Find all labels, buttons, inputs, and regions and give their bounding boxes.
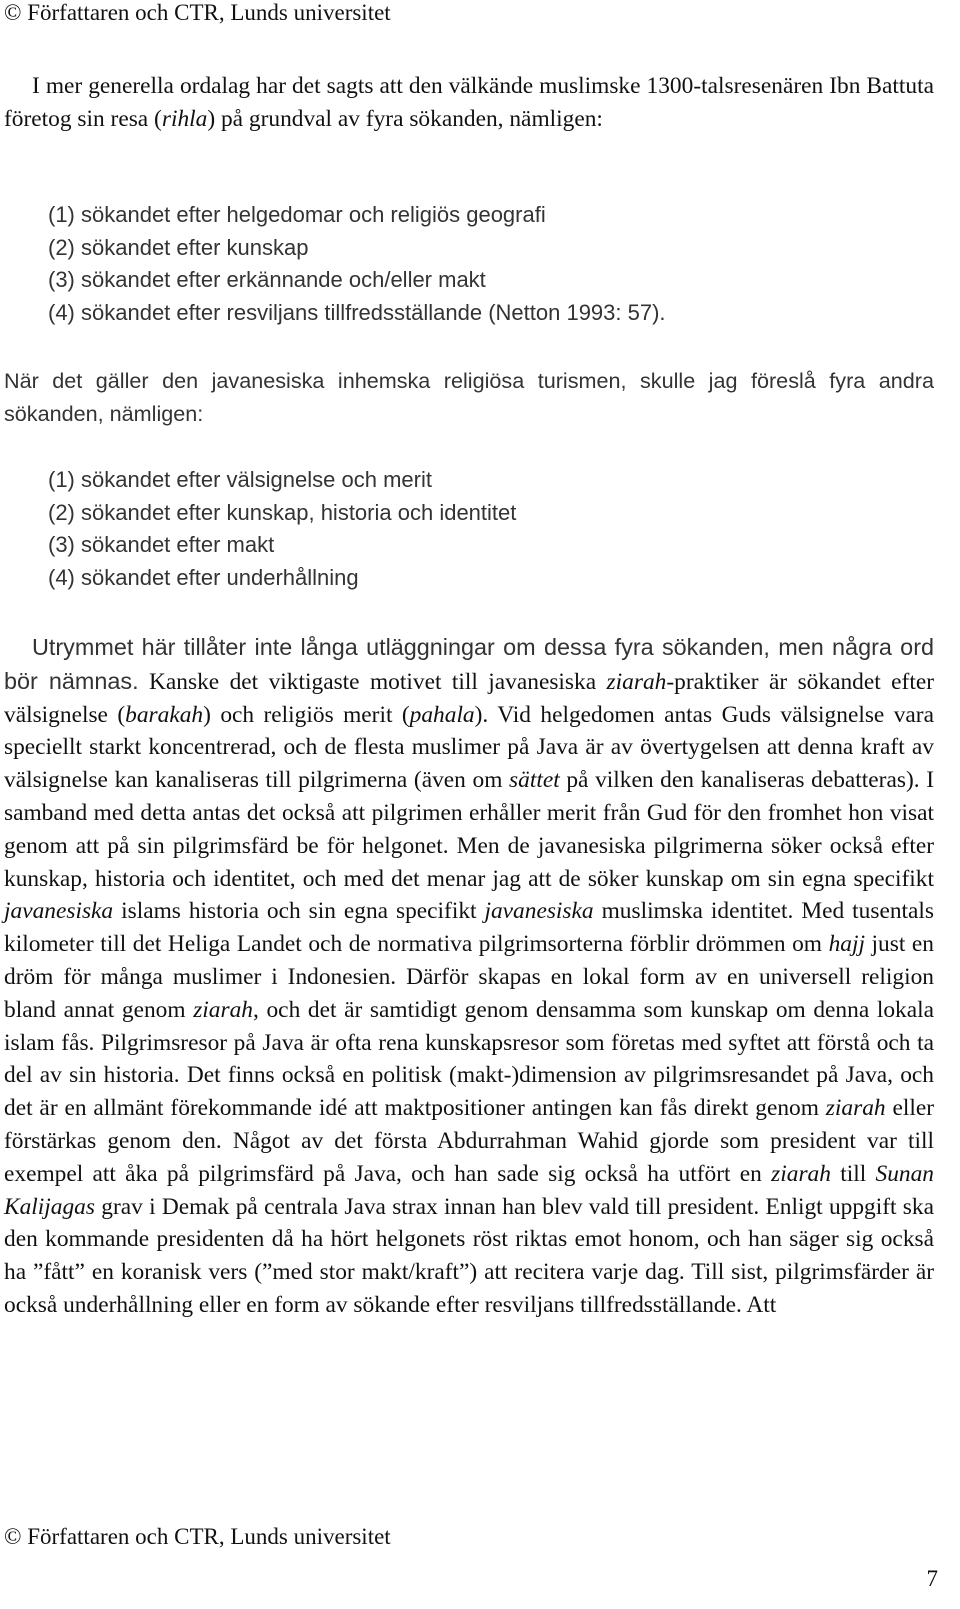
intro-italic-rihla: rihla xyxy=(161,105,208,132)
main-text: Kanske det viktigaste motivet till javanesiska xyxy=(138,668,607,695)
battuta-quest-list xyxy=(48,199,666,329)
main-text: just en dröm för många muslimer i Indonesien. Därför skapas en lokal form av en universell religion bland annat genom xyxy=(4,931,934,1023)
list-item: (4) sökandet efter resviljans tillfredsställande (Netton 1993: 57). xyxy=(48,299,666,325)
page-header: © Författaren och CTR, Lunds universitet xyxy=(4,0,391,25)
main-text: eller förstärkas genom den. Något av det första Abdurrahman Wahid gjorde som president var till exempel att åka på pilgrimsfärd på Java, och han sade sig också ha utfört en xyxy=(4,1095,935,1187)
main-italic: javanesiska xyxy=(484,898,594,925)
intro-text-a: I mer generella ordalag har det sagts att den välkände muslimske 1300-talsresenären Ibn Battuta företog sin resa ( xyxy=(4,73,934,132)
list-item: (3) sökandet efter erkännande och/eller makt xyxy=(48,267,486,293)
main-text: muslimska identitet. Med tusentals kilometer till det Heliga Landet och de normativa pilgrimsorterna förblir drömmen om xyxy=(4,898,935,958)
list-item: (2) sökandet efter kunskap, historia och identitet xyxy=(48,499,517,525)
main-text: , och det är samtidigt genom densamma som kunskap om denna lokala islam fås. Pilgrimsresor på Java är ofta rena kunskapsresor som företas med syftet att förstå och ta del av sin historia. Det finns också en politisk (makt-)dimension av pilgrimsresandet på Java, och det är en allmänt förekommande idé att maktpositioner antingen kan fås direkt genom xyxy=(4,996,934,1122)
intro-paragraph xyxy=(4,70,934,136)
page-footer: © Författaren och CTR, Lunds universitet xyxy=(4,1524,391,1549)
main-italic: pahala xyxy=(409,701,475,728)
main-italic: sättet xyxy=(509,767,560,794)
main-text: grav i Demak på centrala Java strax innan han blev vald till president. Enligt uppgift ska den kommande presidenten då ha hört helgonets röst riktas emot honom, och han säger sig också ha ”fått” en koranisk vers (”med stor makt/kraft”) att recitera varje dag. Till sist, pilgrimsfärder är också underhållning eller en form av sökande efter resviljans tillfredsställande. Att xyxy=(4,1193,934,1318)
list-item: (4) sökandet efter underhållning xyxy=(48,564,359,590)
main-text: Utrymmet här tillåter inte långa utläggningar om dessa fyra sökanden, men några ord bör nämnas. xyxy=(4,634,934,694)
main-text: ) och religiös merit ( xyxy=(203,701,410,728)
main-italic: javanesiska xyxy=(4,898,114,925)
main-italic: ziarah xyxy=(606,668,667,695)
page-number: 7 xyxy=(926,1566,938,1591)
list-item: (3) sökandet efter makt xyxy=(48,532,275,558)
intro-text-b: ) på grundval av fyra sökanden, nämligen: xyxy=(207,105,603,132)
main-italic: ziarah xyxy=(825,1095,886,1122)
main-italic: Sunan Kalijagas xyxy=(4,1160,934,1220)
main-italic: barakah xyxy=(125,701,204,728)
main-text: ). Vid helgedomen antas Guds välsignelse vara speciellt starkt koncentrerad, och de flesta muslimer på Java är av övertygelsen att denna kraft av välsignelse kan kanaliseras till pilgrimerna (även om xyxy=(4,701,934,794)
main-italic: hajj xyxy=(828,931,865,958)
list-item: (1) sökandet efter helgedomar och religiös geografi xyxy=(48,202,546,227)
main-italic: ziarah xyxy=(193,996,253,1023)
javanese-quest-list xyxy=(48,464,516,594)
main-text: till xyxy=(830,1160,876,1187)
main-italic: ziarah xyxy=(771,1160,831,1187)
main-text: islams historia och sin egna specifikt xyxy=(113,898,485,925)
list-item: (2) sökandet efter kunskap xyxy=(48,234,309,260)
list-item: (1) sökandet efter välsignelse och merit xyxy=(48,467,432,492)
main-text: på vilken den kanaliseras debatteras). I samband med detta antas det också att pilgrimen erhåller merit från Gud för den fromhet hon visat genom att på sin pilgrimsfärd be för helgonet. Men de javanesiska pilgrimerna söker också efter kunskap, historia och identitet, och med det menar jag att de söker kunskap om sin egna specifikt xyxy=(4,767,935,892)
javanese-intro-paragraph: När det gäller den javanesiska inhemska religiösa turismen, skulle jag föreslå fyra andra sökanden, nämligen: xyxy=(4,368,934,426)
main-paragraph xyxy=(4,631,934,1322)
main-text: -praktiker är sökandet efter välsignelse ( xyxy=(4,668,934,728)
